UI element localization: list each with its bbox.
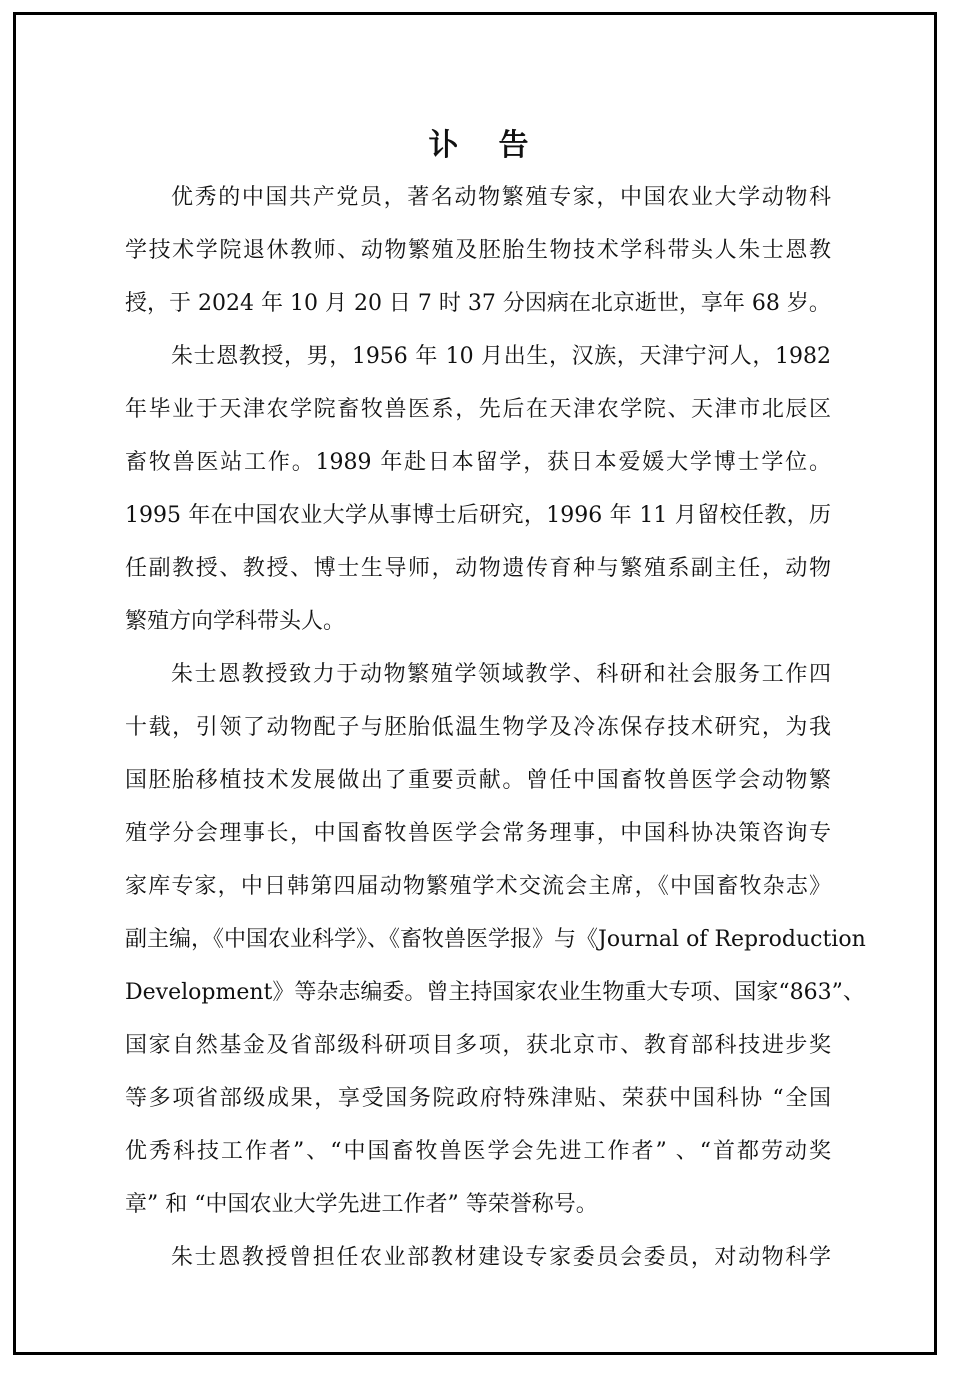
text-line: 朱士恩教授致力于动物繁殖学领域教学、科研和社会服务工作四	[171, 662, 831, 687]
paragraph	[125, 1236, 831, 1289]
text-line: Development》等杂志编委。曾主持国家农业生物重大专项、国家“863”、	[125, 980, 865, 1005]
text-line: 殖学分会理事长，中国畜牧兽医学会常务理事，中国科协决策咨询专	[125, 821, 831, 846]
text-line: 国家自然基金及省部级科研项目多项，获北京市、教育部科技进步奖	[125, 1033, 831, 1058]
text-line: 十载，引领了动物配子与胚胎低温生物学及冷冻保存技术研究，为我	[125, 715, 831, 740]
text-line: 授，于 2024 年 10 月 20 日 7 时 37 分因病在北京逝世，享年 68 岁。	[125, 291, 831, 316]
text-line: 章” 和 “中国农业大学先进工作者” 等荣誉称号。	[125, 1192, 598, 1217]
text-line: 家库专家，中日韩第四届动物繁殖学术交流会主席，《中国畜牧杂志》	[125, 874, 831, 899]
paragraph	[125, 653, 866, 1236]
text-line: 朱士恩教授曾担任农业部教材建设专家委员会委员，对动物科学	[171, 1245, 831, 1270]
text-line: 优秀科技工作者”、“中国畜牧兽医学会先进工作者” 、“首都劳动奖	[125, 1139, 831, 1164]
text-line: 朱士恩教授，男，1956 年 10 月出生，汉族，天津宁河人，1982	[171, 344, 831, 369]
text-line: 优秀的中国共产党员，著名动物繁殖专家，中国农业大学动物科	[171, 185, 831, 210]
obituary-body	[125, 176, 866, 1289]
paragraph	[125, 335, 831, 653]
page-title	[0, 126, 957, 166]
text-line: 副主编，《中国农业科学》、《畜牧兽医学报》与《Journal of Reproduction	[125, 927, 866, 952]
text-line: 繁殖方向学科带头人。	[125, 609, 346, 634]
text-line: 1995 年在中国农业大学从事博士后研究，1996 年 11 月留校任教，历	[125, 503, 831, 528]
text-line: 任副教授、教授、博士生导师，动物遗传育种与繁殖系副主任，动物	[125, 556, 831, 581]
text-line: 年毕业于天津农学院畜牧兽医系，先后在天津农学院、天津市北辰区	[125, 397, 831, 422]
text-line: 学技术学院退休教师、动物繁殖及胚胎生物技术学科带头人朱士恩教	[125, 238, 831, 263]
paragraph	[125, 176, 831, 335]
text-line: 畜牧兽医站工作。1989 年赴日本留学，获日本爱媛大学博士学位。	[125, 450, 831, 475]
title-char: 讣	[428, 128, 459, 163]
text-line: 国胚胎移植技术发展做出了重要贡献。曾任中国畜牧兽医学会动物繁	[125, 768, 831, 793]
title-char: 告	[498, 128, 529, 163]
text-line: 等多项省部级成果，享受国务院政府特殊津贴、荣获中国科协 “全国	[125, 1086, 831, 1111]
